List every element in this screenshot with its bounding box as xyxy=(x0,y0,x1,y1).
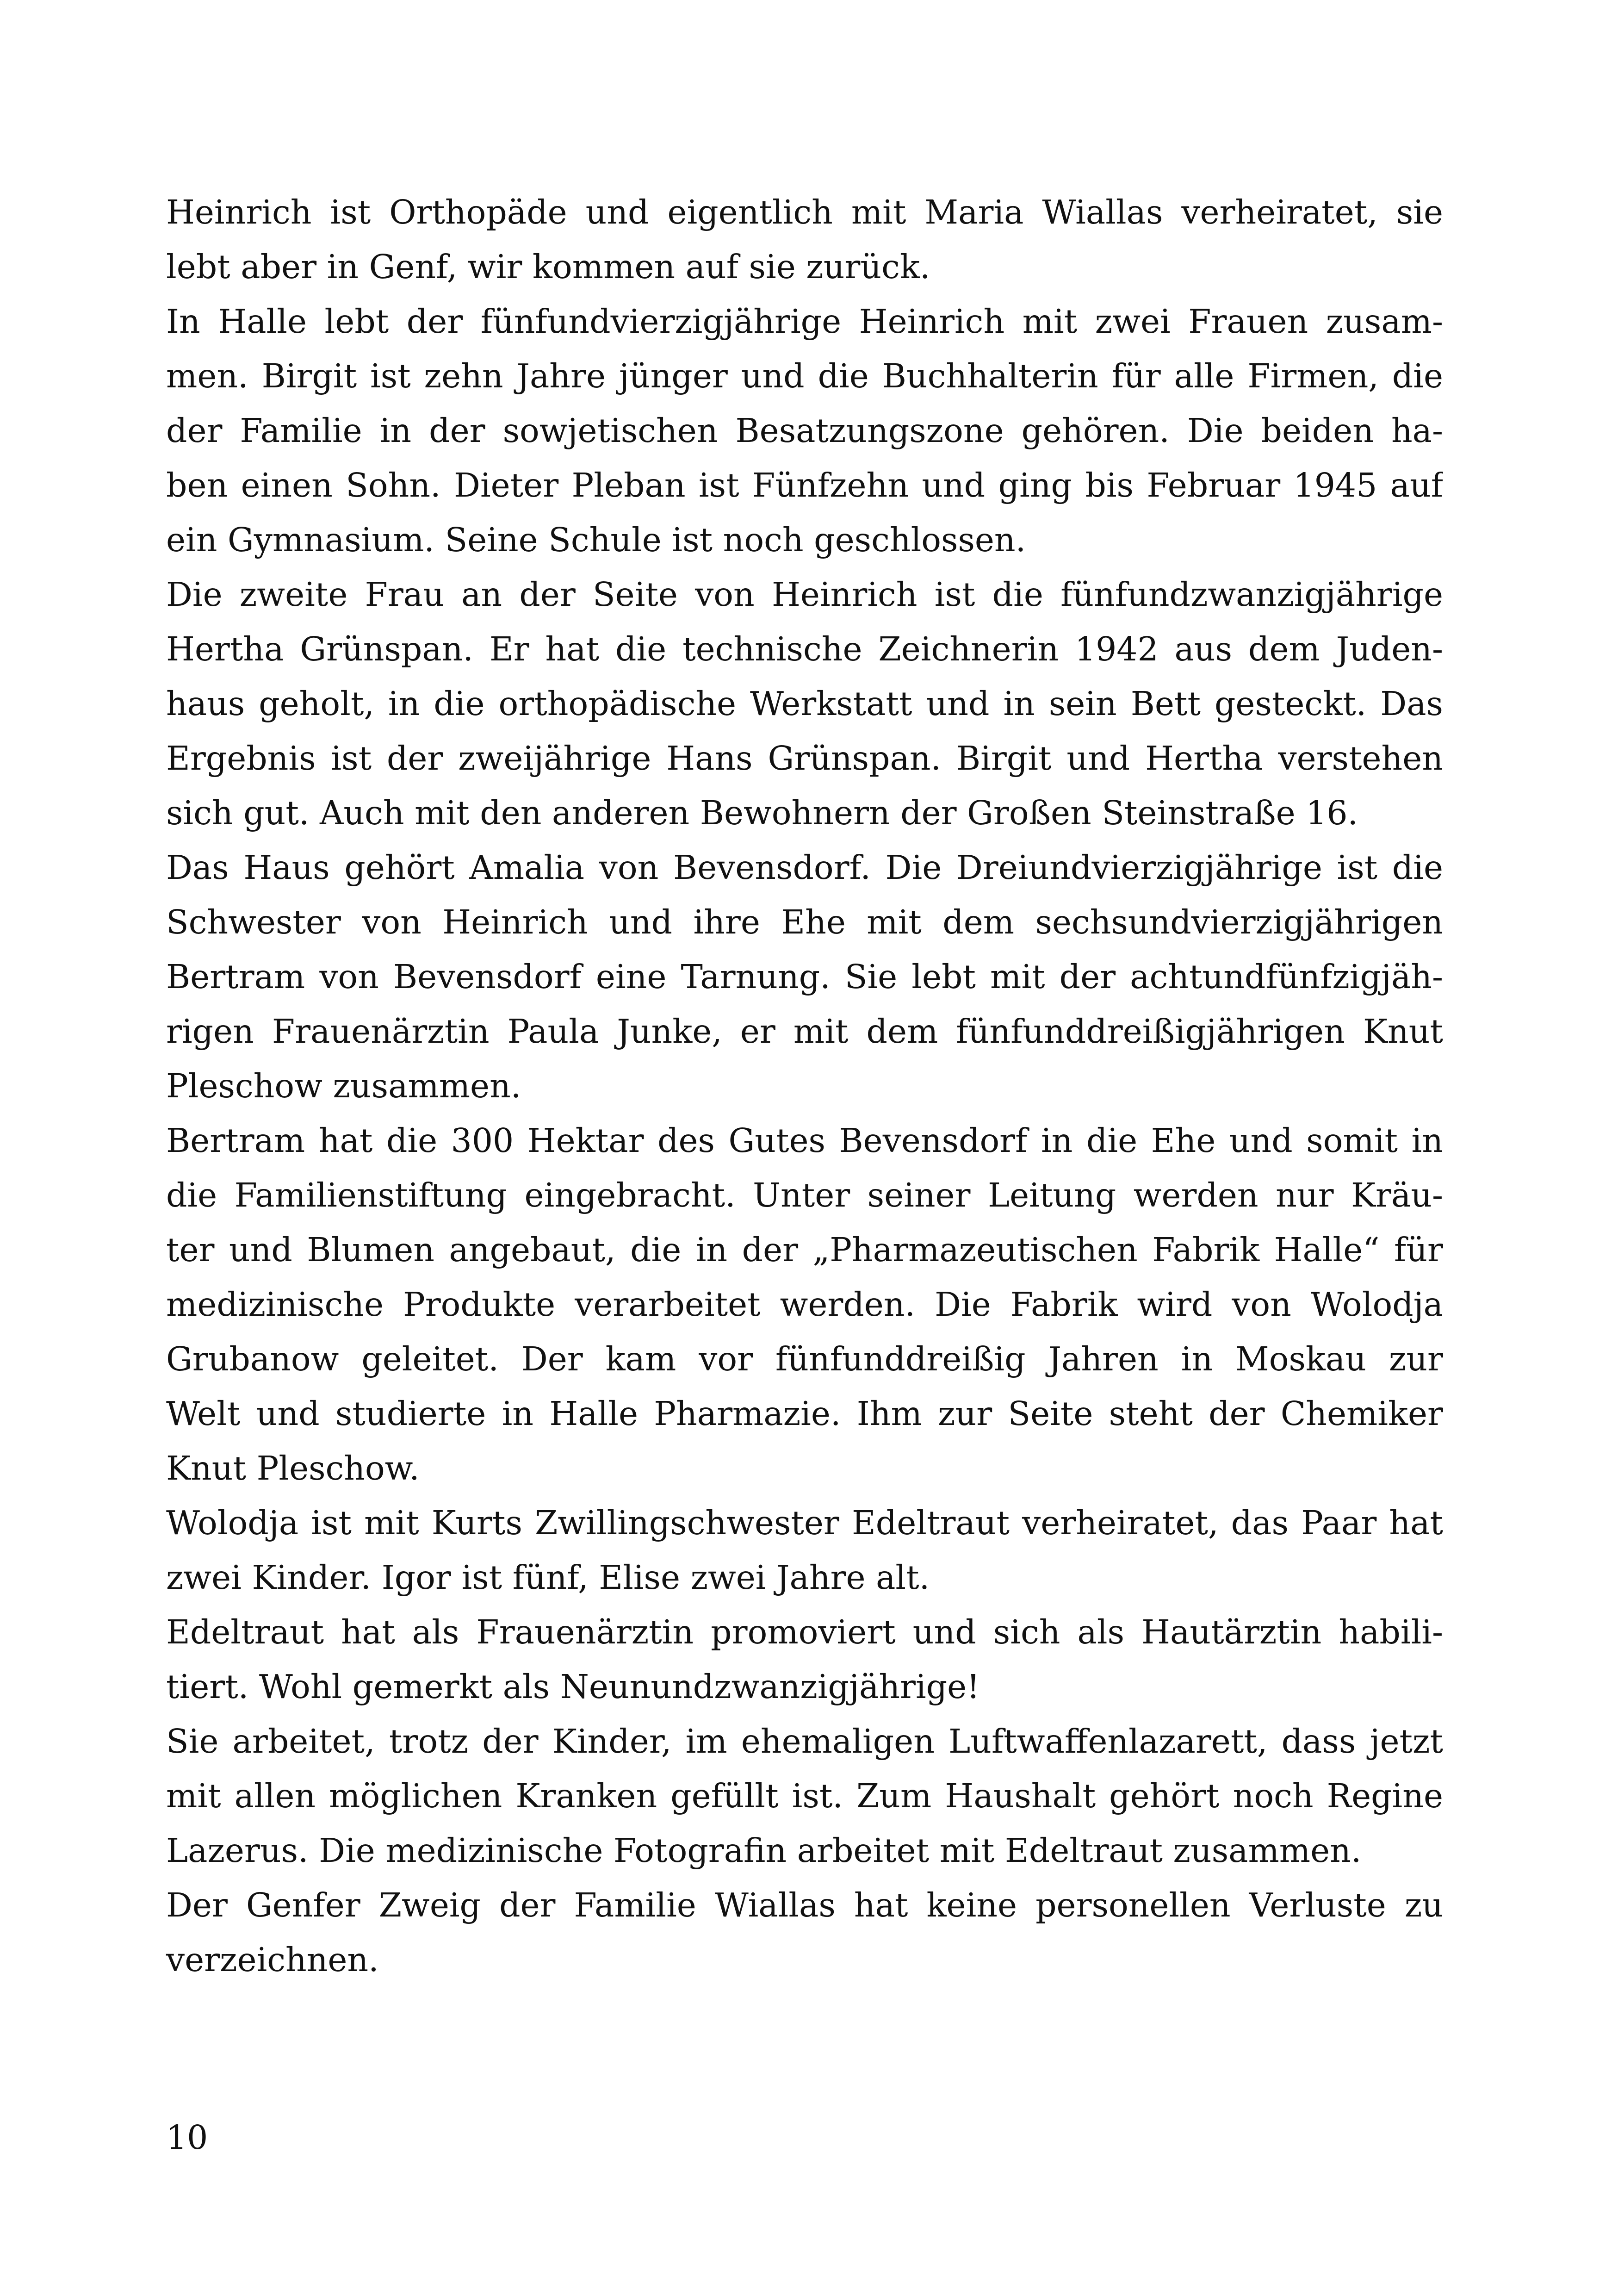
text-line: tiert. Wohl gemerkt als Neunundzwanzigjährige! xyxy=(166,1668,980,1706)
paragraph xyxy=(166,1714,1443,1878)
text-line: Welt und studierte in Halle Pharmazie. Ihm zur Seite steht der Chemiker xyxy=(166,1394,1443,1433)
text-line: medizinische Produkte verarbeitet werden. Die Fabrik wird von Wolodja xyxy=(166,1285,1443,1324)
text-line: sich gut. Auch mit den anderen Bewohnern der Großen Steinstraße 16. xyxy=(166,794,1358,832)
text-line: haus geholt, in die orthopädische Werkstatt und in sein Bett gesteckt. Das xyxy=(166,684,1443,723)
text-line: der Familie in der sowjetischen Besatzungszone gehören. Die beiden ha- xyxy=(166,411,1443,450)
text-line: Ergebnis ist der zweijährige Hans Grünspan. Birgit und Hertha verstehen xyxy=(166,739,1443,778)
text-line: ben einen Sohn. Dieter Pleban ist Fünfzehn und ging bis Februar 1945 auf xyxy=(166,466,1443,504)
page-number: 10 xyxy=(166,2118,208,2157)
text-line: Edeltraut hat als Frauenärztin promoviert und sich als Hautärztin habili- xyxy=(166,1613,1443,1651)
paragraph xyxy=(166,1114,1443,1496)
text-line: Der Genfer Zweig der Familie Wiallas hat keine personellen Verluste zu xyxy=(166,1886,1443,1924)
text-line: Bertram von Bevensdorf eine Tarnung. Sie lebt mit der achtundfünfzigjäh- xyxy=(166,958,1443,996)
paragraph xyxy=(166,840,1443,1114)
text-line: zwei Kinder. Igor ist fünf, Elise zwei Jahre alt. xyxy=(166,1558,930,1597)
text-line: Bertram hat die 300 Hektar des Gutes Bevensdorf in die Ehe und somit in xyxy=(166,1121,1443,1160)
text-line: Lazerus. Die medizinische Fotografin arbeitet mit Edeltraut zusammen. xyxy=(166,1831,1362,1870)
text-line: mit allen möglichen Kranken gefüllt ist. Zum Haushalt gehört noch Regine xyxy=(166,1777,1443,1815)
text-line: rigen Frauenärztin Paula Junke, er mit dem fünfunddreißigjährigen Knut xyxy=(166,1012,1443,1051)
text-line: Knut Pleschow. xyxy=(166,1449,420,1487)
text-line: Die zweite Frau an der Seite von Heinrich ist die fünfundzwanzigjährige xyxy=(166,575,1443,614)
text-line: In Halle lebt der fünfundvierzigjährige Heinrich mit zwei Frauen zusam- xyxy=(166,302,1443,341)
text-line: Pleschow zusammen. xyxy=(166,1067,521,1105)
text-line: verzeichnen. xyxy=(166,1941,379,1979)
text-line: lebt aber in Genf, wir kommen auf sie zurück. xyxy=(166,248,930,286)
text-line: Schwester von Heinrich und ihre Ehe mit dem sechsundvierzigjährigen xyxy=(166,903,1443,941)
paragraph xyxy=(166,1496,1443,1605)
text-line: ter und Blumen angebaut, die in der „Pharmazeutischen Fabrik Halle“ für xyxy=(166,1231,1443,1269)
text-line: Grubanow geleitet. Der kam vor fünfunddreißig Jahren in Moskau zur xyxy=(166,1340,1443,1378)
paragraph xyxy=(166,294,1443,567)
text-line: ein Gymnasium. Seine Schule ist noch geschlossen. xyxy=(166,521,1026,559)
text-line: die Familienstiftung eingebracht. Unter seiner Leitung werden nur Kräu- xyxy=(166,1176,1443,1214)
paragraph xyxy=(166,567,1443,840)
body-text xyxy=(166,185,1443,1987)
text-line: Wolodja ist mit Kurts Zwillingschwester Edeltraut verheiratet, das Paar hat xyxy=(166,1504,1443,1542)
text-line: men. Birgit ist zehn Jahre jünger und die Buchhalterin für alle Firmen, die xyxy=(166,357,1443,395)
paragraph xyxy=(166,1605,1443,1714)
paragraph xyxy=(166,1878,1443,1987)
paragraph xyxy=(166,185,1443,294)
text-line: Hertha Grünspan. Er hat die technische Zeichnerin 1942 aus dem Juden- xyxy=(166,630,1443,668)
text-line: Das Haus gehört Amalia von Bevensdorf. Die Dreiundvierzigjährige ist die xyxy=(166,848,1443,887)
text-line: Sie arbeitet, trotz der Kinder, im ehemaligen Luftwaffenlazarett, dass jetzt xyxy=(166,1722,1443,1761)
text-line: Heinrich ist Orthopäde und eigentlich mit Maria Wiallas verheiratet, sie xyxy=(166,193,1443,231)
